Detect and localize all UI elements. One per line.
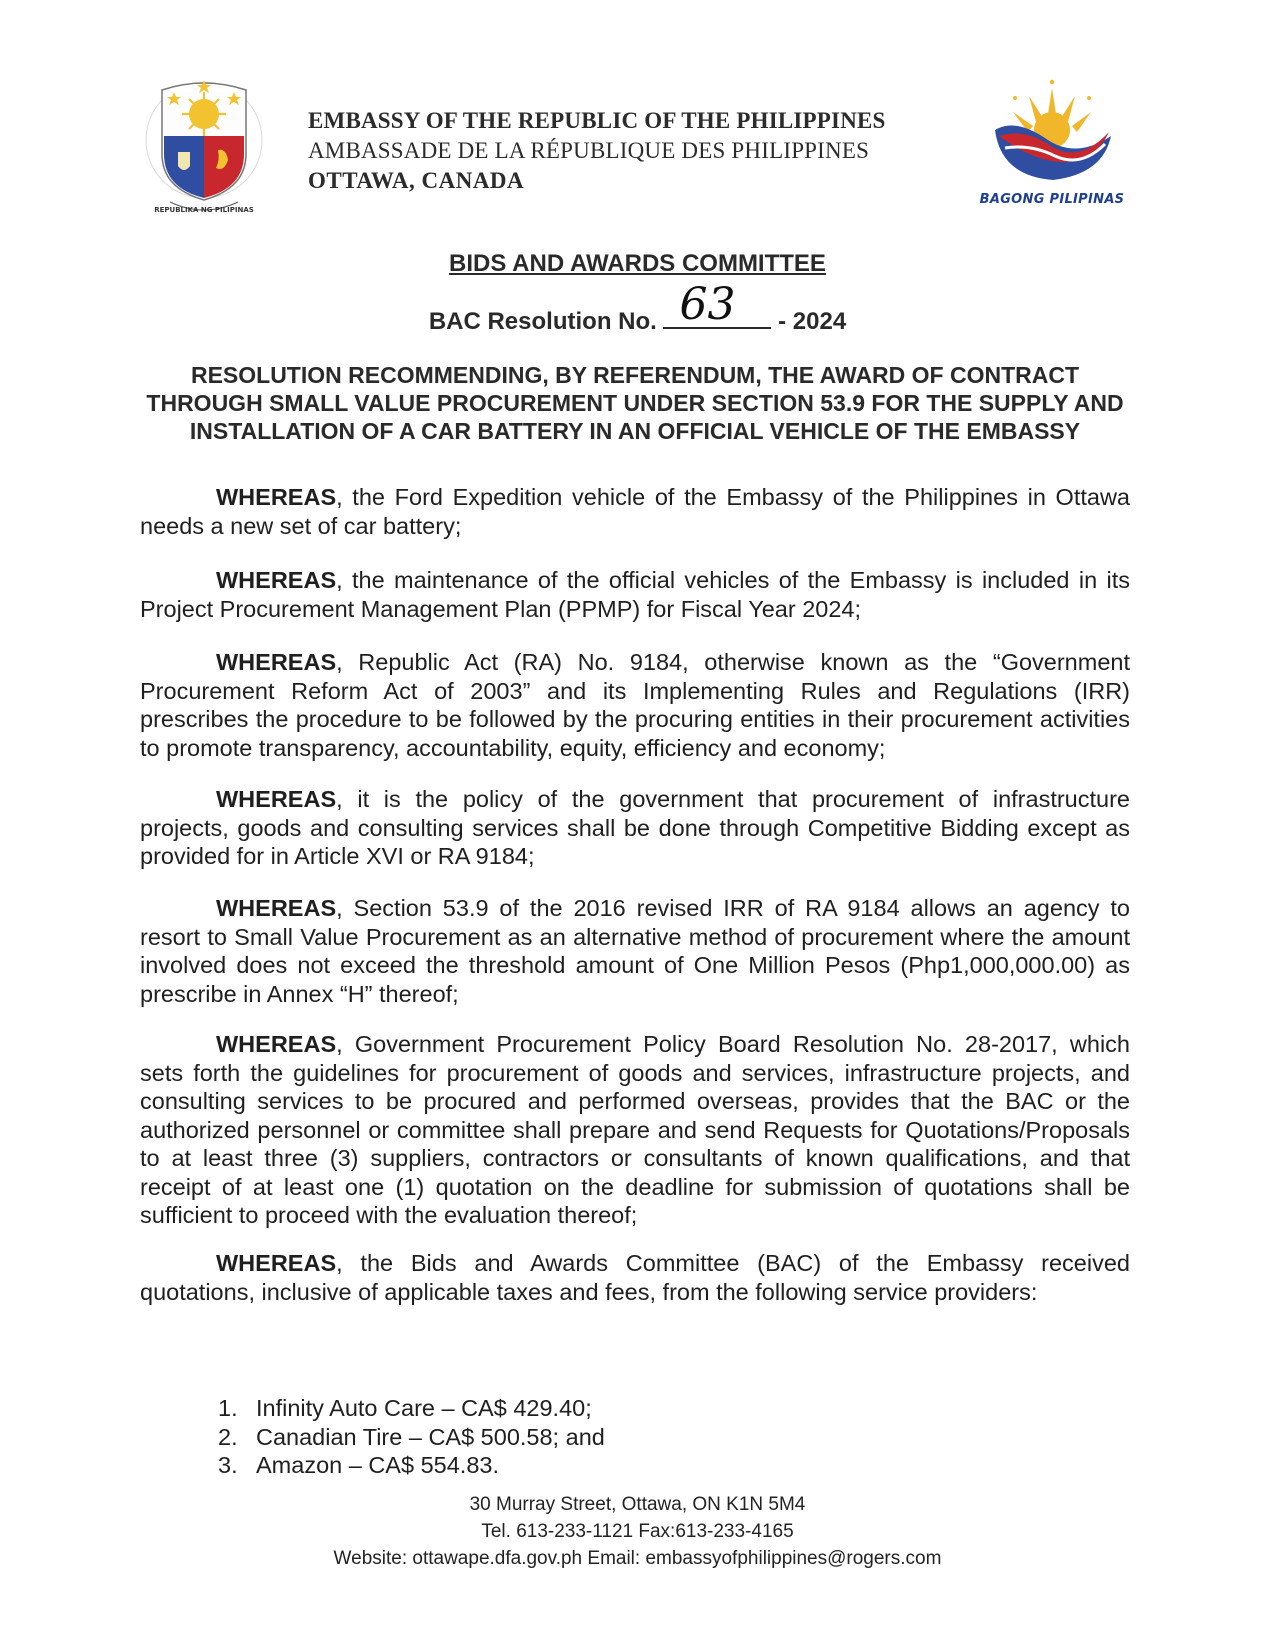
whereas-clause: WHEREAS, the Ford Expedition vehicle of the Embassy of the Philippines in Ottawa needs a new set of car battery; xyxy=(140,484,1130,539)
whereas-clause: WHEREAS, Section 53.9 of the 2016 revised IRR of RA 9184 allows an agency to resort to Small Value Procurement as an alternative method of procurement where the amount involved does not exceed the threshold amount of One Million Pesos (Php1,000,000.00) as prescribe in Annex “H” thereof; xyxy=(140,895,1130,1007)
embassy-name-block xyxy=(308,106,886,196)
quotation-list xyxy=(218,1394,605,1480)
embassy-city: OTTAWA, CANADA xyxy=(308,168,525,193)
whereas-clause: WHEREAS, the Bids and Awards Committee (BAC) of the Embassy received quotations, inclusive of applicable taxes and fees, from the following service providers: xyxy=(140,1250,1130,1305)
footer-address: 30 Murray Street, Ottawa, ON K1N 5M4 xyxy=(469,1494,806,1515)
whereas-clause: WHEREAS, it is the policy of the government that procurement of infrastructure projects, goods and consulting services shall be done through Competitive Bidding except as provided for in Article XVI or RA 9184; xyxy=(140,786,1130,869)
bagong-pilipinas-logo-icon xyxy=(985,78,1120,182)
bagong-pilipinas-caption: BAGONG PILIPINAS xyxy=(979,192,1125,207)
committee-heading: BIDS AND AWARDS COMMITTEE xyxy=(449,250,826,277)
whereas-clause: WHEREAS, the maintenance of the official vehicles of the Embassy is included in its Project Procurement Management Plan (PPMP) for Fiscal Year 2024; xyxy=(140,567,1130,622)
list-item: 2. Canadian Tire – CA$ 500.58; and xyxy=(218,1423,605,1450)
handwritten-resolution-number: 63 xyxy=(679,279,736,330)
whereas-clause: WHEREAS, Government Procurement Policy Board Resolution No. 28-2017, which sets forth the guidelines for procurement of goods and services, infrastructure projects, and consulting services to be procured and performed overseas, provides that the BAC or the authorized personnel or committee shall prepare and send Requests for Quotations/Proposals to at least three (3) suppliers, contractors or consultants of known qualifications, and that receipt of at least one (1) quotation on the deadline for submission of quotations shall be sufficient to proceed with the evaluation thereof; xyxy=(140,1031,1130,1228)
footer-phone: Tel. 613-233-1121 Fax:613-233-4165 xyxy=(481,1521,794,1542)
list-item: 3. Amazon – CA$ 554.83. xyxy=(218,1452,499,1478)
whereas-clause: WHEREAS, Republic Act (RA) No. 9184, otherwise known as the “Government Procurement Reform Act of 2003” and its Implementing Rules and Regulations (IRR) prescribes the procedure to be followed by the procuring entities in their procurement activities to promote transparency, accountability, equity, efficiency and economy; xyxy=(140,649,1130,761)
resolution-number-line xyxy=(0,279,1275,336)
footer-contact: Website: ottawape.dfa.gov.ph Email: embassyofphilippines@rogers.com xyxy=(333,1548,942,1569)
page-footer xyxy=(0,1491,1275,1572)
resolution-prefix: BAC Resolution No. xyxy=(428,308,664,335)
embassy-name-english: EMBASSY OF THE REPUBLIC OF THE PHILIPPINES xyxy=(308,108,886,133)
embassy-name-french: AMBASSADE DE LA RÉPUBLIQUE DES PHILIPPINES xyxy=(308,138,870,163)
svg-text:REPUBLIKA NG PILIPINAS: REPUBLIKA NG PILIPINAS xyxy=(154,206,254,214)
resolution-year: - 2024 xyxy=(771,308,847,335)
philippine-seal-icon xyxy=(140,70,268,218)
resolution-number-blank xyxy=(663,279,771,330)
list-item: 1. Infinity Auto Care – CA$ 429.40; xyxy=(218,1395,592,1421)
resolution-title: RESOLUTION RECOMMENDING, BY REFERENDUM, THE AWARD OF CONTRACT THROUGH SMALL VALUE PROCUREMENT UNDER SECTION 53.9 FOR THE SUPPLY AND INSTALLATION OF A CAR BATTERY IN AN OFFICIAL VEHICLE OF THE EMBASSY xyxy=(146,362,1124,444)
